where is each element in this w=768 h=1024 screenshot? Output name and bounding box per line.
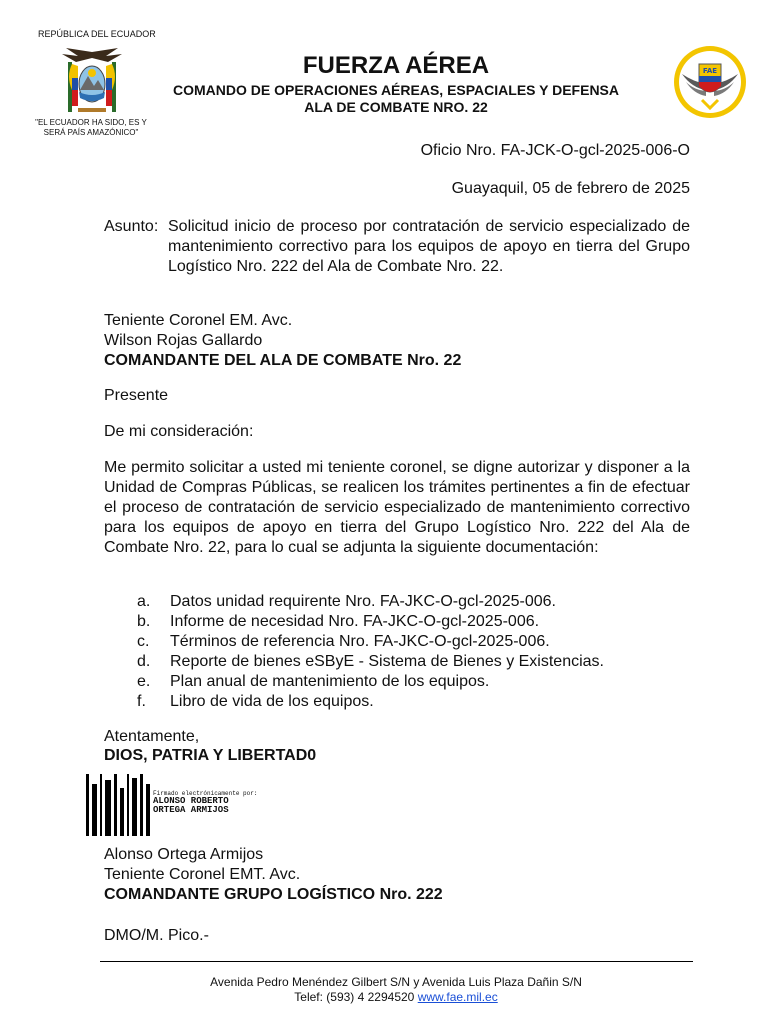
footer-contact xyxy=(12,990,768,1004)
list-item-letter: e. xyxy=(137,673,151,690)
list-item-text: Datos unidad requirente Nro. FA-JKC-O-gcl-2025-006. xyxy=(170,593,556,610)
list-item-text: Reporte de bienes eSByE - Sistema de Bienes y Existencias. xyxy=(170,653,604,670)
list-item xyxy=(104,632,690,652)
list-item-text: Términos de referencia Nro. FA-JKC-O-gcl-2025-006. xyxy=(170,633,550,650)
list-item-text: Plan anual de mantenimiento de los equipos. xyxy=(170,673,490,690)
signature-caption: Firmado electrónicamente por: xyxy=(153,790,258,797)
list-item-letter: a. xyxy=(137,593,151,610)
recipient-title-text: COMANDANTE DEL ALA DE COMBATE xyxy=(104,352,403,369)
presente-text: Presente xyxy=(104,387,169,404)
footer-address: Avenida Pedro Menéndez Gilbert S/N y Avenida Luis Plaza Dañin S/N xyxy=(210,975,582,989)
list-item xyxy=(104,592,690,612)
closing-motto: DIOS, PATRIA Y LIBERTAD0 xyxy=(104,747,317,764)
page-title: FUERZA AÉREA xyxy=(302,52,490,79)
sender-title-text: COMANDANTE GRUPO LOGÍSTICO xyxy=(104,886,376,903)
website-link[interactable]: www.fae.mil.ec xyxy=(417,990,498,1004)
subject-label: Asunto: xyxy=(104,218,159,235)
fae-emblem-icon xyxy=(672,44,748,120)
attachments-list xyxy=(104,592,690,712)
subject-text: Solicitud inicio de proceso por contratación de servicio especializado de mantenimiento correctivo para los equipos de apoyo en tierra del Grupo Logístico Nro. 222 del Ala de Combate Nro. 22. xyxy=(168,218,690,275)
sender-block xyxy=(104,845,690,905)
recipient-name: Wilson Rojas Gallardo xyxy=(104,332,263,349)
signature-line-2: ORTEGA ARMIJOS xyxy=(153,805,229,815)
list-item-text: Informe de necesidad Nro. FA-JKC-O-gcl-2025-006. xyxy=(170,613,540,630)
body-paragraph: Me permito solicitar a usted mi teniente coronel, se digne autorizar y disponer a la Unidad de Compras Públicas, se realicen los trámites pertinentes a fin de efectuar el proceso de contratación de servicio especializado de mantenimiento correctivo para los equipos de apoyo en tierra del Grupo Logístico Nro. 222 del Ala de Combate Nro. 22, para lo cual se adjunta la siguiente documentación: xyxy=(104,459,690,556)
recipient-title-number: Nro. 22 xyxy=(407,352,462,369)
command-subtitle: COMANDO DE OPERACIONES AÉREAS, ESPACIALES Y DEFENSA xyxy=(173,82,619,98)
recipient-rank: Teniente Coronel EM. Avc. xyxy=(104,312,293,329)
list-item xyxy=(104,612,690,632)
oficio-number: Oficio Nro. FA-JCK-O-gcl-2025-006-O xyxy=(420,142,690,159)
closing-text: Atentamente, xyxy=(104,728,200,745)
list-item-letter: b. xyxy=(137,613,151,630)
sender-rank: Teniente Coronel EMT. Avc. xyxy=(104,866,301,883)
footer-divider xyxy=(100,961,693,962)
list-item-letter: c. xyxy=(137,633,150,650)
sender-title-number: Nro. 222 xyxy=(379,886,443,903)
list-item xyxy=(104,692,690,712)
list-item-letter: f. xyxy=(137,693,146,710)
signature-block xyxy=(153,790,257,815)
recipient-block xyxy=(104,311,690,371)
list-item-letter: d. xyxy=(137,653,151,670)
wing-subtitle: ALA DE COMBATE NRO. 22 xyxy=(304,99,488,115)
republica-label: REPÚBLICA DEL ECUADOR xyxy=(38,29,156,39)
signature-line-1: ALONSO ROBERTO xyxy=(153,796,229,806)
sender-name: Alonso Ortega Armijos xyxy=(104,846,264,863)
recipient-title xyxy=(104,351,690,371)
sender-title xyxy=(104,885,690,905)
greeting-text: De mi consideración: xyxy=(104,423,254,440)
footer-phone: Telef: (593) 4 2294520 xyxy=(294,990,415,1004)
subject-block xyxy=(104,217,690,277)
initials-text: DMO/M. Pico.- xyxy=(104,927,209,944)
list-item-text: Libro de vida de los equipos. xyxy=(170,693,374,710)
list-item xyxy=(104,672,690,692)
letter-date: Guayaquil, 05 de febrero de 2025 xyxy=(451,180,690,197)
fae-logo-text: FAE xyxy=(702,67,718,75)
list-item xyxy=(104,652,690,672)
motto-text: "EL ECUADOR HA SIDO, ES Y SERÁ PAÍS AMAZÓNICO" xyxy=(35,118,147,137)
